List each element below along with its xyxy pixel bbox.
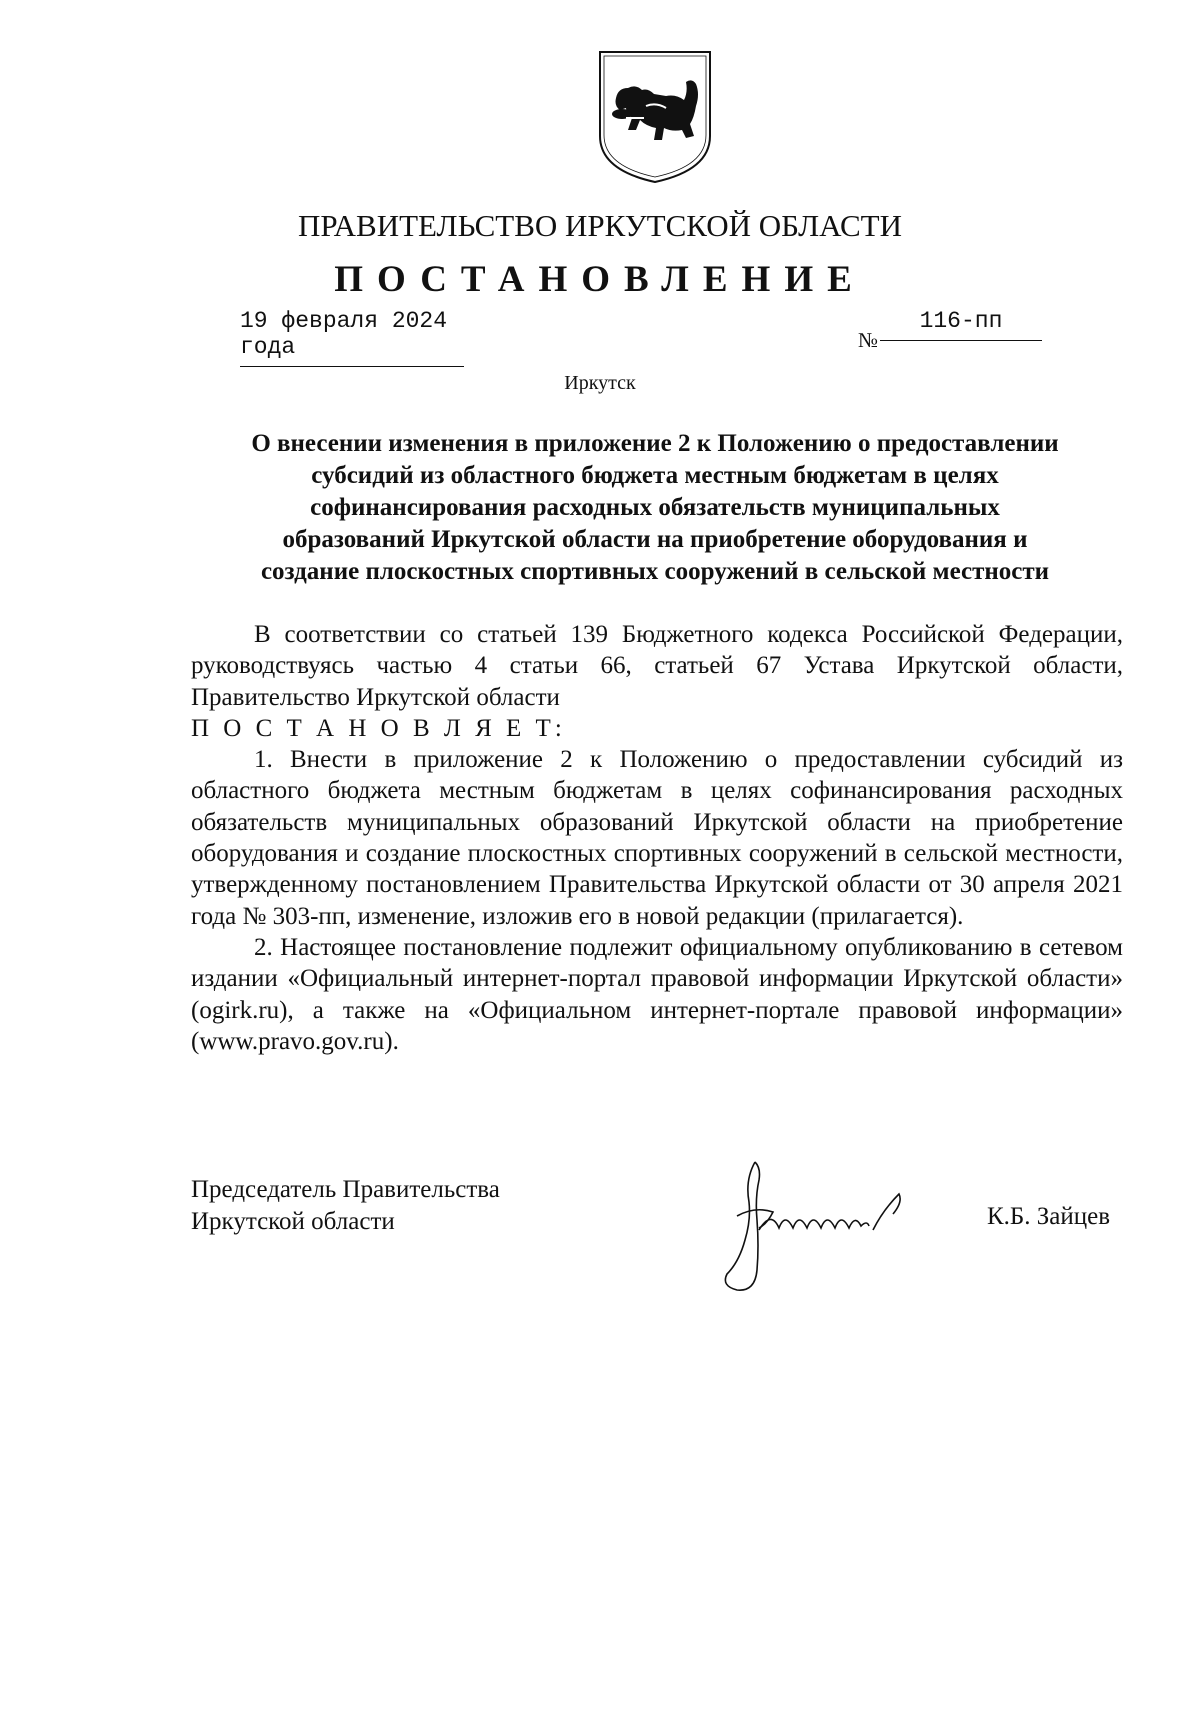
signatory-name: К.Б. Зайцев xyxy=(987,1203,1111,1230)
position-line: Председатель Правительства xyxy=(191,1176,500,1203)
coat-of-arms-icon xyxy=(596,48,714,186)
title-line: образований Иркутской области на приобретение оборудования и xyxy=(282,526,1028,553)
title-line: софинансирования расходных обязательств муниципальных xyxy=(310,494,1000,521)
government-name: ПРАВИТЕЛЬСТВО ИРКУТСКОЙ ОБЛАСТИ xyxy=(297,208,902,243)
decides-heading: П О С Т А Н О В Л Я Е Т: xyxy=(191,714,566,742)
decree-body xyxy=(191,619,1123,1057)
city-name: Иркутск xyxy=(564,372,636,394)
title-line: О внесении изменения в приложение 2 к Положению о предоставлении xyxy=(251,430,1059,457)
position-line: Иркутской области xyxy=(191,1208,395,1235)
preamble-paragraph: В соответствии со статьей 139 Бюджетного кодекса Российской Федерации, руководствуясь частью 4 статьи 66, статьей 67 Устава Иркутской области, Правительство Иркутской области xyxy=(191,621,1123,711)
title-line: субсидий из областного бюджета местным бюджетам в целях xyxy=(311,462,999,489)
decree-date: 19 февраля 2024 года xyxy=(240,308,464,367)
decree-number: 116-пп xyxy=(880,308,1042,341)
title-line: создание плоскостных спортивных сооружений в сельской местности xyxy=(260,558,1050,585)
document-type: ПОСТАНОВЛЕНИЕ xyxy=(334,259,866,300)
signatory-position xyxy=(191,1174,500,1238)
item-2-paragraph: 2. Настоящее постановление подлежит официальному опубликованию в сетевом издании «Официальный интернет-портал правовой информации Иркутской области» (ogirk.ru), а также на «Официальном интернет-портале правовой информации» (www.pravo.gov.ru). xyxy=(191,933,1123,1055)
item-1-paragraph: 1. Внести в приложение 2 к Положению о предоставлении субсидий из областного бюджета местным бюджетам в целях софинансирования расходных обязательств муниципальных образований Иркутской области на приобретение оборудования и создание плоскостных спортивных сооружений в сельской местности, утвержденному постановлением Правительства Иркутской области от 30 апреля 2021 года № 303-пп, изменение, изложив его в новой редакции (прилагается). xyxy=(191,746,1123,930)
decree-title xyxy=(190,428,1120,588)
handwritten-signature xyxy=(715,1150,965,1300)
number-sign: № xyxy=(858,328,879,352)
